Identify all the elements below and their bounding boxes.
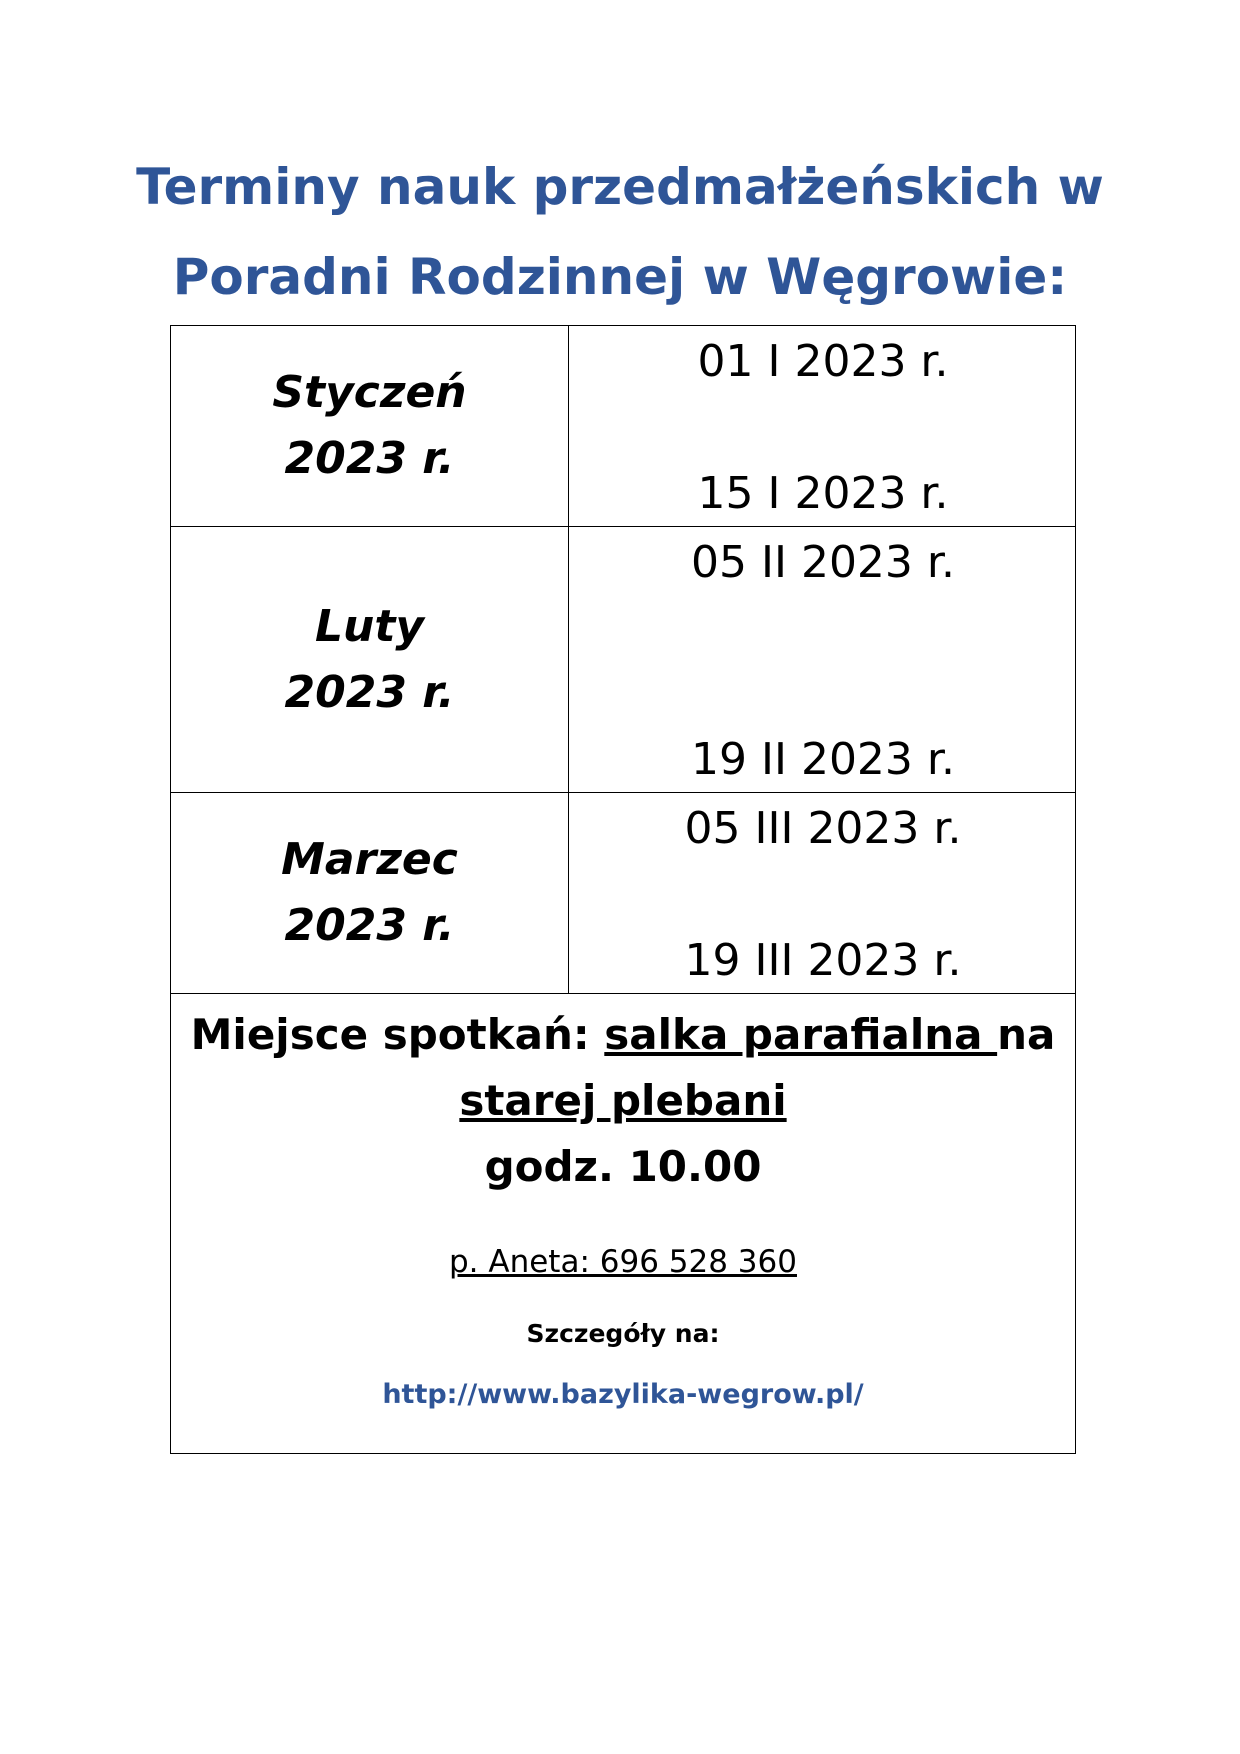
meeting-date: 19 III 2023 r. <box>684 935 962 986</box>
info-cell <box>171 994 1075 1453</box>
venue-label: Miejsce spotkań: <box>190 1010 605 1059</box>
page-title-line-1: Terminy nauk przedmałżeńskich w <box>136 157 1104 216</box>
venue-block <box>171 1002 1075 1200</box>
meeting-date: 05 III 2023 r. <box>684 803 962 854</box>
venue-place: salka parafialna <box>604 1010 998 1059</box>
details-label: Szczegóły na: <box>526 1319 720 1348</box>
month-year: 2023 r. <box>284 900 455 951</box>
month-name: Marzec <box>281 834 458 885</box>
website-link[interactable]: http://www.bazylika-wegrow.pl/ <box>382 1379 864 1410</box>
meeting-date: 19 II 2023 r. <box>691 734 955 785</box>
schedule-row-march <box>171 793 1075 994</box>
dates-cell <box>569 527 1077 792</box>
month-name: Luty <box>314 600 425 652</box>
schedule-table <box>170 325 1076 1454</box>
venue-line <box>171 1068 1075 1134</box>
meeting-date: 05 II 2023 r. <box>691 537 955 588</box>
contact-phone: p. Aneta: 696 528 360 <box>449 1244 797 1280</box>
month-year: 2023 r. <box>284 666 455 718</box>
page-title-line-2: Poradni Rodzinnej w Węgrowie: <box>172 247 1068 306</box>
meeting-date: 01 I 2023 r. <box>697 336 949 387</box>
month-cell <box>171 793 568 993</box>
venue-line <box>171 1002 1075 1068</box>
month-cell <box>171 326 568 526</box>
venue-connector: na <box>997 1010 1056 1059</box>
meeting-time: godz. 10.00 <box>484 1142 762 1191</box>
month-name: Styczeń <box>272 367 467 418</box>
page-title <box>0 142 1240 322</box>
schedule-row-january <box>171 326 1075 527</box>
dates-cell <box>569 793 1077 993</box>
dates-cell <box>569 326 1077 526</box>
schedule-row-february <box>171 527 1075 793</box>
month-year: 2023 r. <box>284 433 455 484</box>
month-cell <box>171 527 568 792</box>
meeting-date: 15 I 2023 r. <box>697 468 949 519</box>
venue-place: starej plebani <box>459 1076 787 1125</box>
